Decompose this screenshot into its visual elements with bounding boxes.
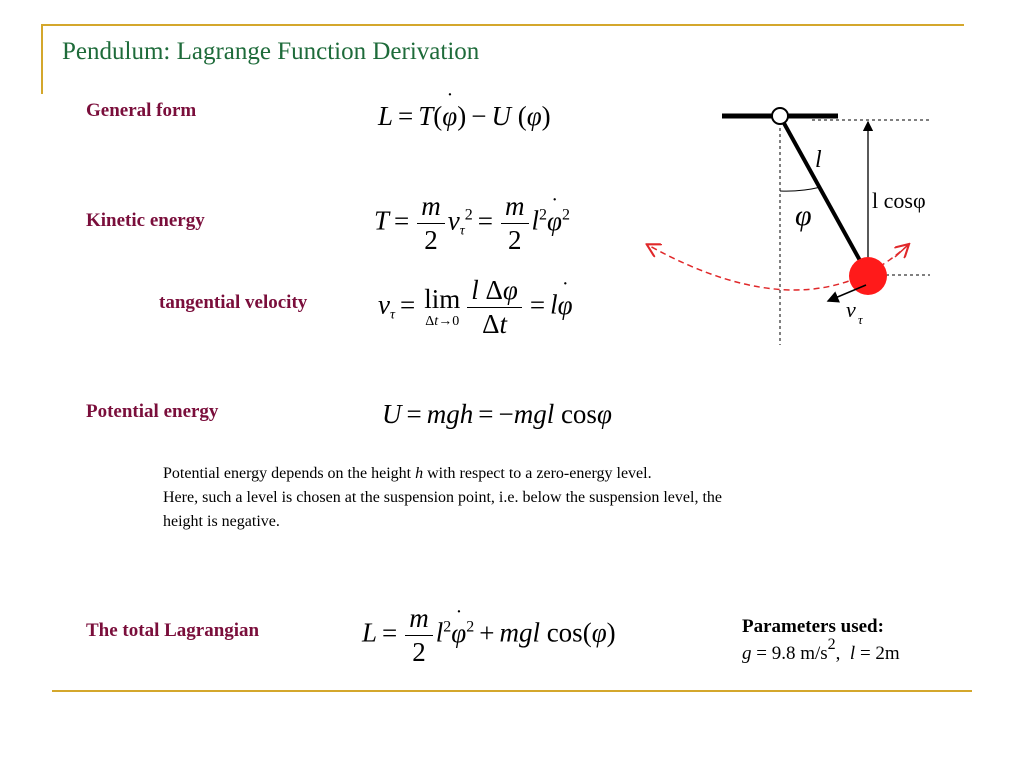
note-line-1: Potential energy depends on the height h with respect to a zero-energy level.	[163, 465, 652, 482]
slide-title: Pendulum: Lagrange Function Derivation	[62, 38, 480, 65]
label-general-form: General form	[86, 100, 197, 121]
frame-bottom-rule	[52, 690, 972, 692]
frame-top-rule	[41, 24, 964, 26]
angle-label: φ	[795, 199, 812, 232]
rod-length-label: l	[815, 147, 822, 173]
potential-energy-note	[163, 462, 883, 534]
angle-arc	[780, 187, 821, 191]
parameters-heading: Parameters used:	[742, 616, 884, 637]
swing-arc-right-arrow	[895, 245, 908, 257]
height-label: l cosφ	[872, 188, 926, 213]
equation-general-form: L = T(˙ φ) − U (φ)	[378, 103, 551, 130]
velocity-label: v	[846, 297, 856, 322]
label-potential-energy: Potential energy	[86, 401, 219, 422]
label-total-lagrangian: The total Lagrangian	[86, 620, 260, 641]
note-line-2: Here, such a level is chosen at the suspension point, i.e. below the suspension level, the	[163, 489, 722, 506]
velocity-subscript: τ	[858, 312, 863, 327]
label-tangential-velocity: tangential velocity	[159, 292, 308, 313]
pivot-point	[772, 108, 788, 124]
equation-potential-energy: U = mgh = −mgl cosφ	[382, 399, 612, 429]
parameters-values: g = 9.8 $m/s^2$, l = 2m	[742, 636, 900, 664]
equation-kinetic-energy: T = $\frac{m}{2}$ $v_\tau^2$ = $\frac{m}{2}$ $l^2˙$ $\varphi^2$	[374, 193, 570, 254]
label-kinetic-energy: Kinetic energy	[86, 210, 205, 231]
pendulum-rod	[780, 116, 868, 275]
note-line-3: height is negative.	[163, 513, 280, 530]
frame-left-rule	[41, 24, 43, 94]
equation-total-lagrangian: L = $\frac{m}{2}$ $l^2˙$ $\varphi^2$ + mgl cos(φ)	[362, 605, 616, 666]
pendulum-diagram	[640, 95, 940, 350]
equation-tangential-velocity: $v_\tau$ = lim Δt→0 $\frac{\text{l Δφ}}{\Delta t}$ = l˙ φ	[378, 277, 573, 338]
